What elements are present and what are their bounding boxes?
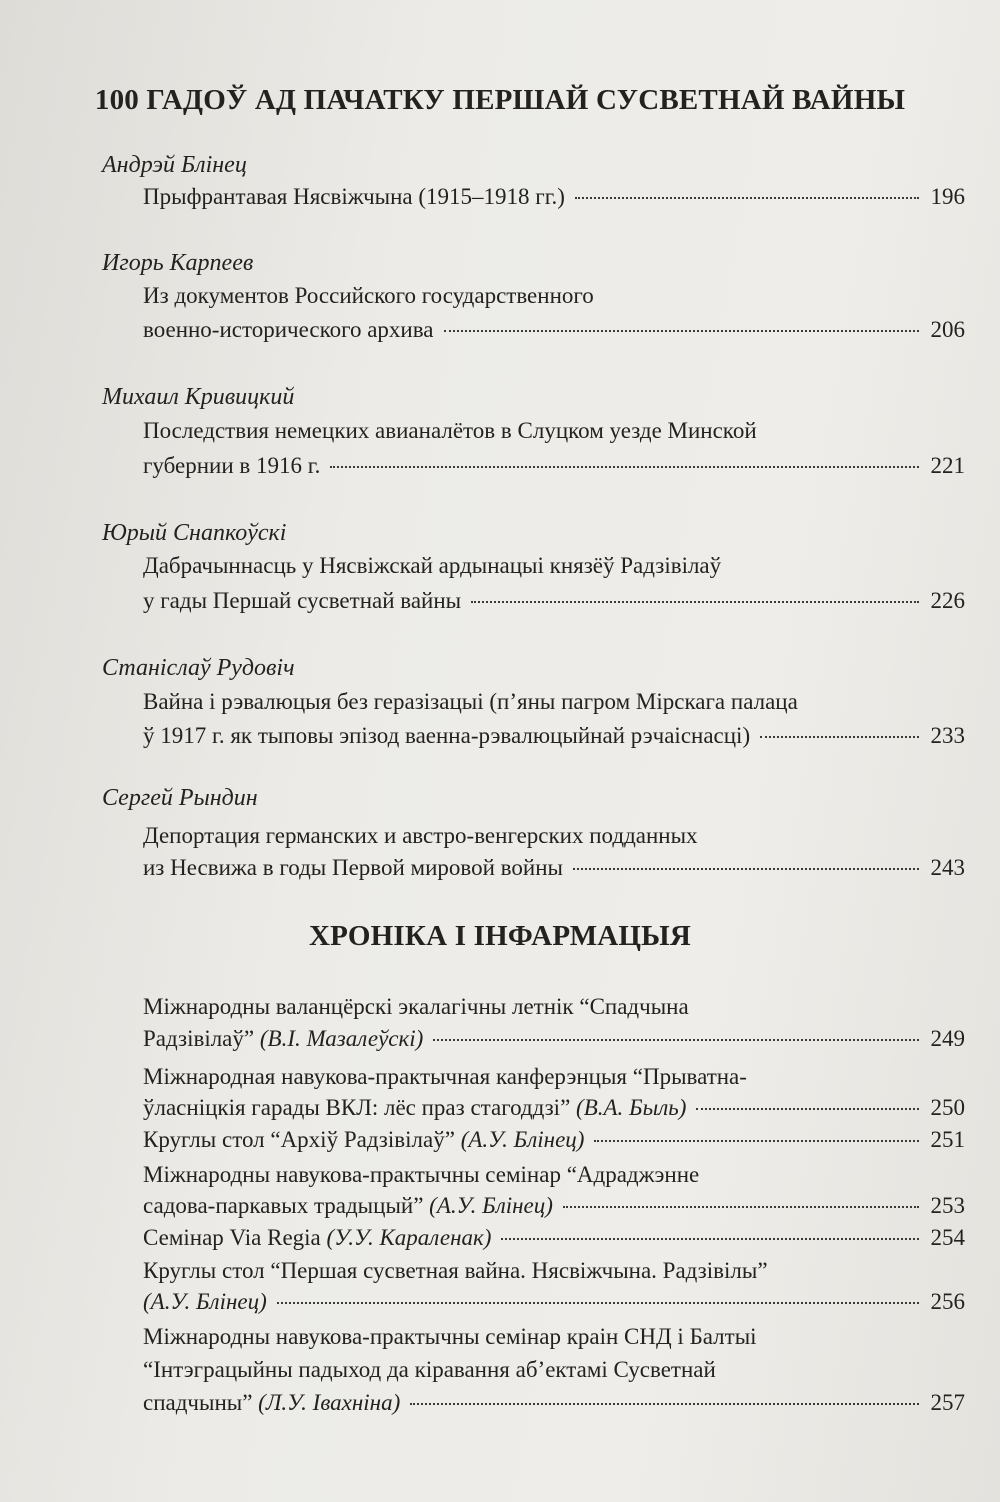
entry-title: садова-паркавых традыцый” (А.У. Блінец) xyxy=(143,1193,553,1218)
entry-reporter: (В.А. Быль) xyxy=(570,1095,687,1120)
toc-entry[interactable] xyxy=(143,1390,965,1416)
entry-title: спадчыны” (Л.У. Івахніна) xyxy=(143,1390,401,1415)
leader-dots xyxy=(410,1403,919,1405)
leader-dots xyxy=(471,601,919,603)
entry-title: ў 1917 г. як тыповы эпізод ваенна-рэвалюцыйнай рэчаіснасці) xyxy=(143,723,751,748)
leader-dots xyxy=(501,1238,919,1240)
toc-entry[interactable] xyxy=(143,453,965,479)
entry-title-line: Міжнародны валанцёрскі экалагічны летнік “Спадчына xyxy=(143,994,689,1019)
leader-dots xyxy=(433,1039,919,1041)
leader-dots xyxy=(444,330,920,332)
toc-entry[interactable] xyxy=(143,1193,965,1219)
toc-entry[interactable] xyxy=(143,1026,965,1052)
entry-title: военно-исторического архива xyxy=(143,317,434,342)
leader-dots xyxy=(573,868,919,870)
leader-dots xyxy=(563,1206,919,1208)
toc-entry[interactable] xyxy=(143,855,965,881)
leader-dots xyxy=(330,466,919,468)
entry-title-line: Вайна і рэвалюцыя без геразізацыі (п’яны пагром Мірскага палаца xyxy=(143,689,798,714)
entry-title: Радзівілаў” (В.І. Мазалеўскі) xyxy=(143,1026,424,1051)
page-number: 221 xyxy=(930,453,965,478)
toc-entry[interactable] xyxy=(143,1127,965,1153)
toc-entry[interactable] xyxy=(143,588,965,614)
entry-author: Юрый Снапкоўскі xyxy=(102,520,287,546)
page-number: 257 xyxy=(930,1390,965,1415)
entry-reporter: (Л.У. Івахніна) xyxy=(252,1390,401,1415)
entry-reporter: (А.У. Блінец) xyxy=(454,1127,585,1152)
entry-title-line: Последствия немецких авианалётов в Слуцком уезде Минской xyxy=(143,418,757,443)
entry-author: Андрэй Блінец xyxy=(102,152,247,178)
toc-entry[interactable] xyxy=(143,1095,965,1121)
section-title: ХРОНІКА І ІНФАРМАЦЫЯ xyxy=(309,920,691,952)
page-number: 196 xyxy=(930,184,965,209)
entry-title xyxy=(143,1289,267,1315)
entry-title: ўласніцкія гарады ВКЛ: лёс праз стагоддзі” (В.А. Быль) xyxy=(143,1095,687,1120)
entry-title: из Несвижа в годы Первой мировой войны xyxy=(143,855,563,880)
page-number: 249 xyxy=(930,1026,965,1051)
entry-title-line: Депортация германских и австро-венгерских подданных xyxy=(143,823,698,848)
entry-title: губернии в 1916 г. xyxy=(143,453,321,478)
entry-title: Круглы стол “Архіў Радзівілаў” (А.У. Блінец) xyxy=(143,1127,585,1152)
entry-reporter: (А.У. Блінец) xyxy=(423,1193,553,1218)
toc-entry[interactable] xyxy=(143,317,965,343)
leader-dots xyxy=(760,736,919,738)
entry-reporter: (А.У. Блінец) xyxy=(143,1289,267,1314)
entry-title-line: Из документов Российского государственного xyxy=(143,283,594,308)
entry-title-line: Дабрачыннасць у Нясвіжскай ардынацыі князёў Радзівілаў xyxy=(143,553,722,578)
entry-title: у гады Першай сусветнай вайны xyxy=(143,588,462,613)
entry-reporter: (В.І. Мазалеўскі) xyxy=(254,1026,424,1051)
page-number: 254 xyxy=(930,1225,965,1250)
entry-author: Игорь Карпеев xyxy=(102,250,254,276)
page-number: 250 xyxy=(930,1095,965,1120)
page-number: 243 xyxy=(930,855,965,880)
leader-dots xyxy=(594,1140,919,1142)
entry-author: Станіслаў Рудовіч xyxy=(102,655,295,681)
toc-entry[interactable] xyxy=(143,1225,965,1251)
entry-title-line: “Інтэграцыйны падыход да кіравання аб’ектамі Сусветнай xyxy=(143,1357,716,1382)
leader-dots xyxy=(575,197,919,199)
leader-dots xyxy=(277,1302,919,1304)
page-number: 253 xyxy=(930,1193,965,1218)
toc-entry[interactable] xyxy=(143,184,965,210)
entry-title: Семінар Via Regia (У.У. Караленак) xyxy=(143,1225,492,1250)
page-number: 226 xyxy=(930,588,965,613)
entry-title: Прыфрантавая Нясвіжчына (1915–1918 гг.) xyxy=(143,184,565,209)
page-number: 256 xyxy=(930,1289,965,1314)
entry-title-line: Круглы стол “Першая сусветная вайна. Нясвіжчына. Радзівілы” xyxy=(143,1258,768,1283)
leader-dots xyxy=(696,1108,919,1110)
toc-entry[interactable] xyxy=(143,1289,965,1315)
entry-author: Сергей Рындин xyxy=(102,785,258,811)
entry-title-line: Міжнародны навукова-практычны семінар “Адраджэнне xyxy=(143,1162,700,1187)
section-title: 100 ГАДОЎ АД ПАЧАТКУ ПЕРШАЙ СУСВЕТНАЙ ВАЙНЫ xyxy=(94,84,906,116)
page-number: 233 xyxy=(930,723,965,748)
toc-entry[interactable] xyxy=(143,723,965,749)
entry-reporter: (У.У. Караленак) xyxy=(320,1225,492,1250)
page-number: 251 xyxy=(930,1127,965,1152)
page-number: 206 xyxy=(930,317,965,342)
entry-title-line: Міжнародная навукова-практычная канферэнцыя “Прыватна- xyxy=(143,1064,747,1089)
entry-title-line: Міжнародны навукова-практычны семінар краін СНД і Балтыі xyxy=(143,1324,757,1349)
entry-author: Михаил Кривицкий xyxy=(102,384,295,410)
